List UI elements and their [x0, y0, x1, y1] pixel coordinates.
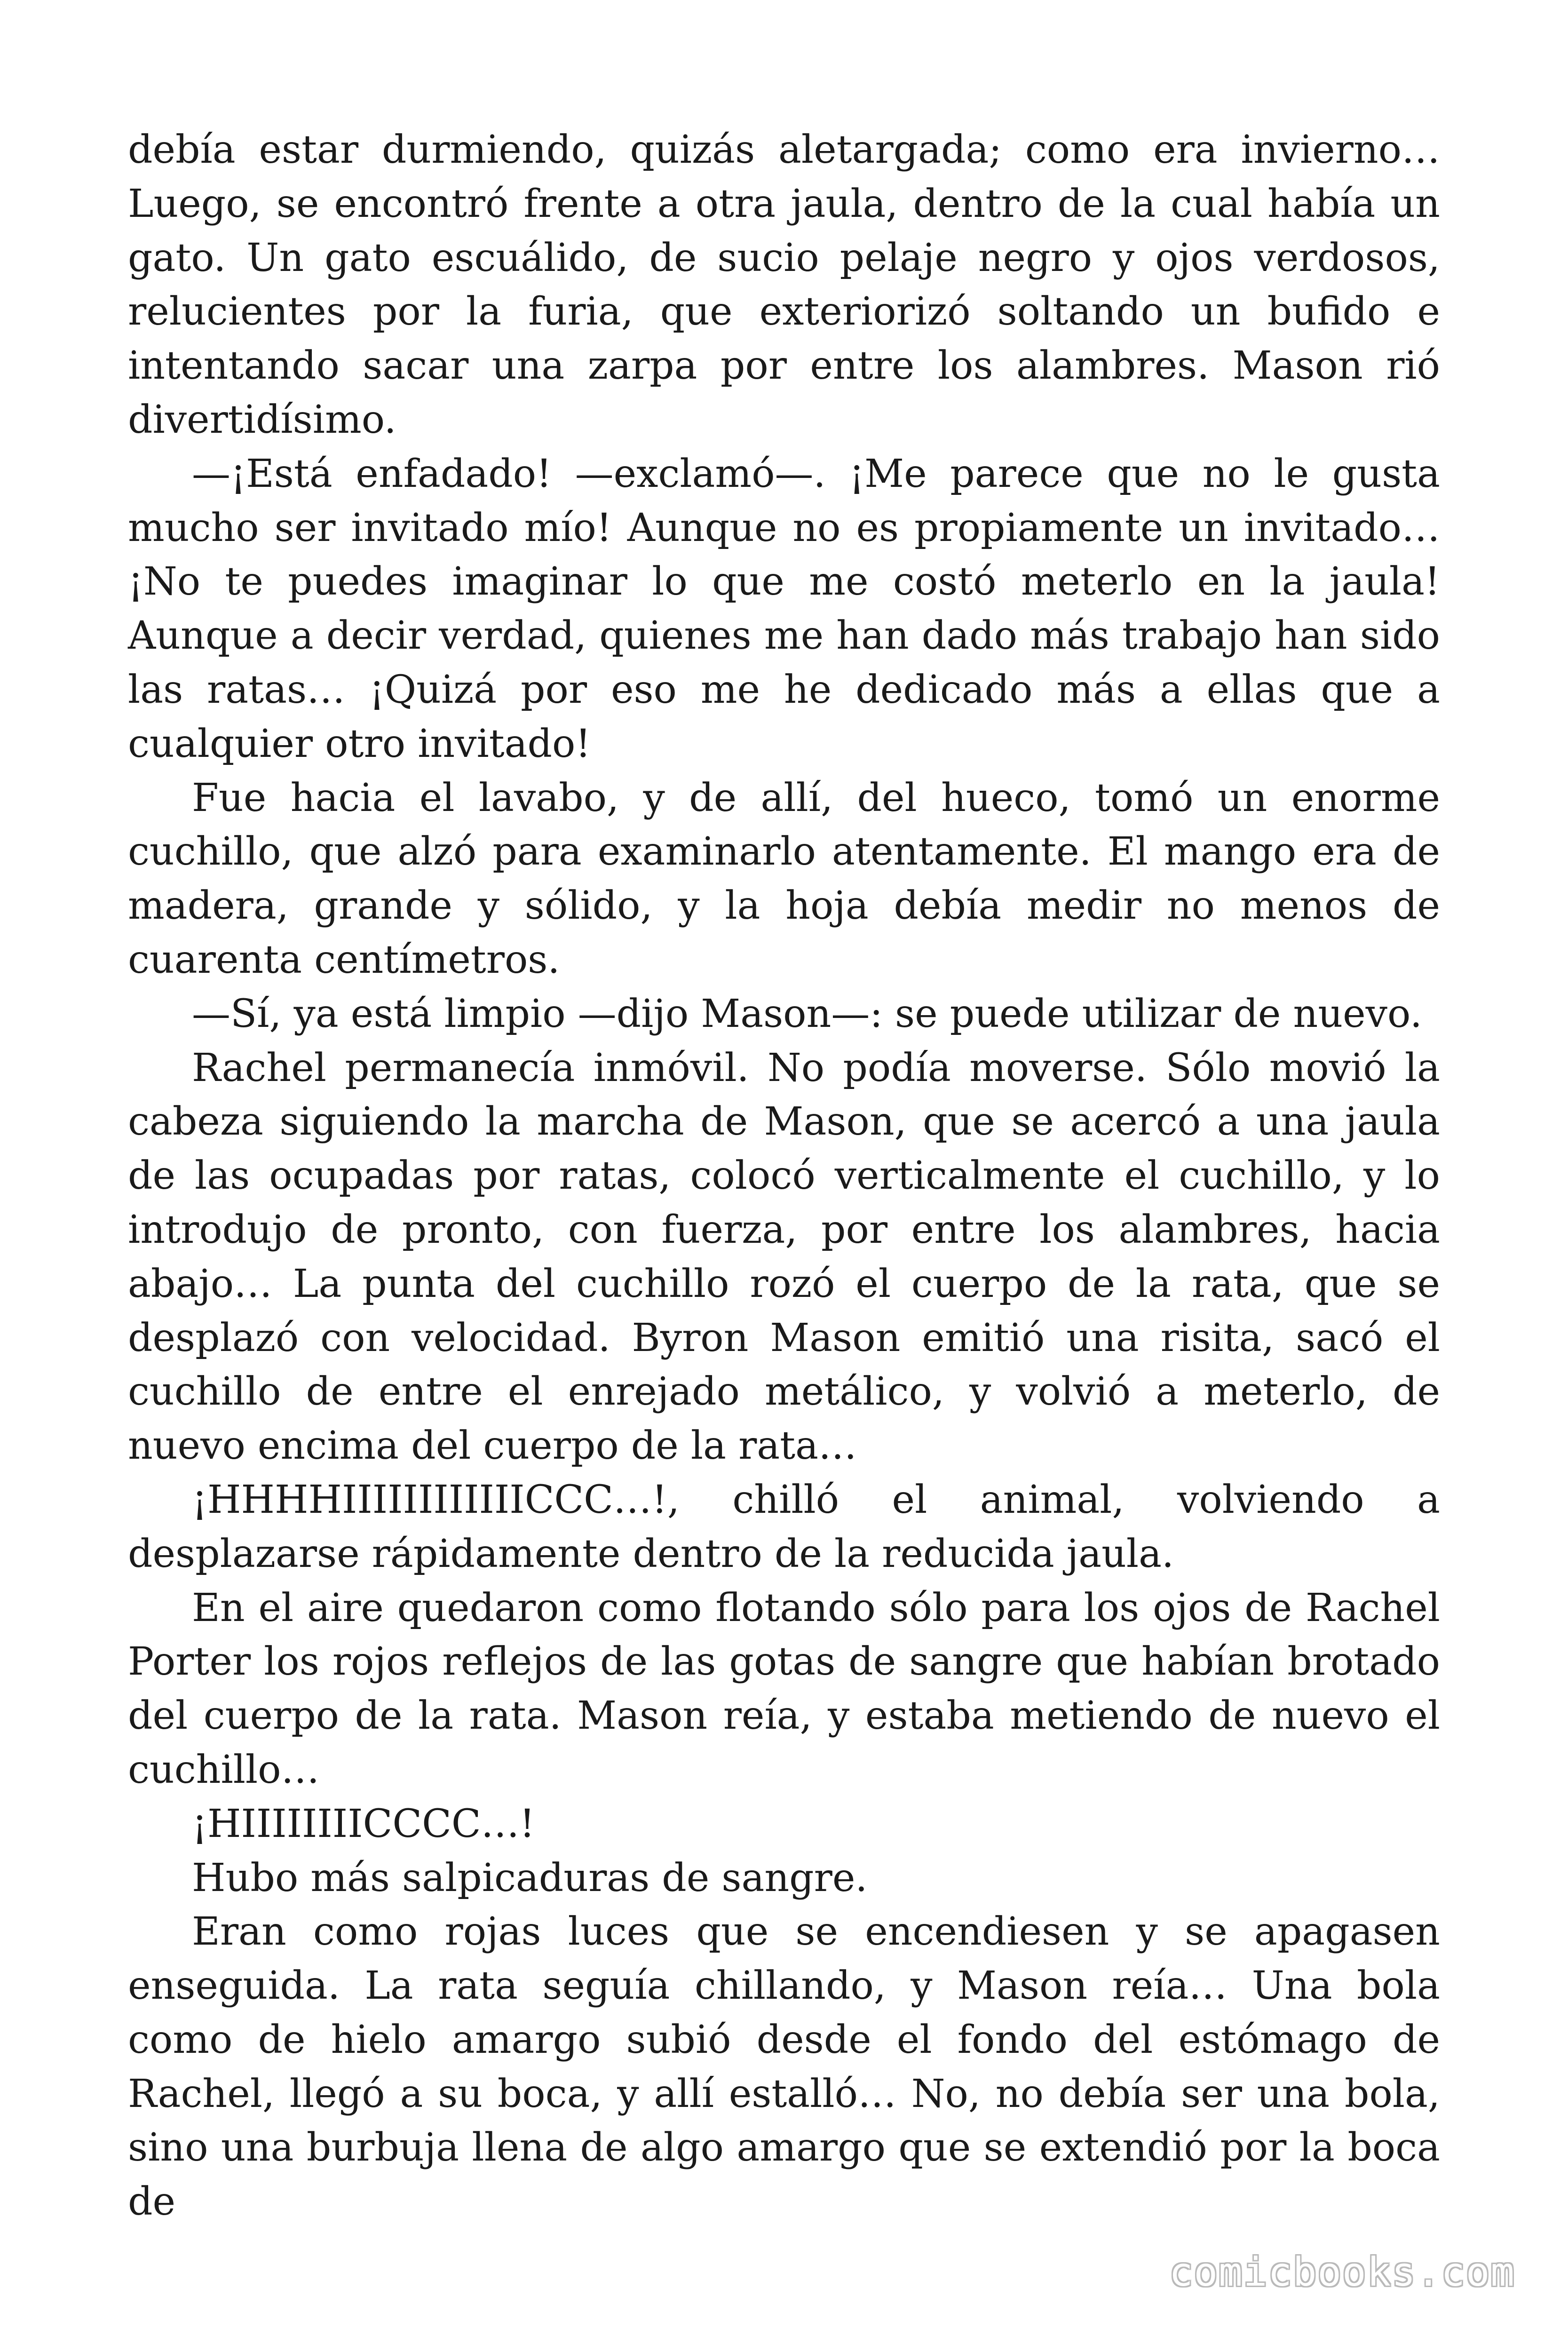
- paragraph-4: —Sí, ya está limpio —dijo Mason—: se puede utilizar de nuevo.: [192, 991, 1422, 1036]
- paragraph-5: Rachel permanecía inmóvil. No podía moverse. Sólo movió la cabeza siguiendo la marcha de Mason, que se acercó a una jaula de las ocupadas por ratas, colocó verticalmente el cuchillo, y lo introdujo de pronto, con fuerza, por entre los alambres, hacia abajo… La punta del cuchillo rozó el cuerpo de la rata, que se desplazó con velocidad. Byron Mason emitió una risita, sacó el cuchillo de entre el enrejado metálico, y volvió a meterlo, de nuevo encima del cuerpo de la rata…: [128, 1045, 1440, 1469]
- paragraph-6: ¡HHHHIIIIIIIIIIIICCC…!, chilló el animal, volviendo a desplazarse rápidamente dentro de la reducida jaula.: [128, 1477, 1440, 1576]
- body-text: [128, 123, 1440, 2229]
- watermark-text: comicbooks.com: [1169, 2249, 1515, 2295]
- paragraph-9: Hubo más salpicaduras de sangre.: [192, 1855, 868, 1900]
- paragraph-8: ¡HIIIIIIIICCCC…!: [192, 1801, 535, 1846]
- paragraph-7: En el aire quedaron como flotando sólo para los ojos de Rachel Porter los rojos reflejos de las gotas de sangre que habían brotado del cuerpo de la rata. Mason reía, y estaba metiendo de nuevo el cuchillo…: [128, 1585, 1440, 1792]
- paragraph-10: Eran como rojas luces que se encendiesen y se apagasen enseguida. La rata seguía chillando, y Mason reía… Una bola como de hielo amargo subió desde el fondo del estómago de Rachel, llegó a su boca, y allí estalló… No, no debía ser una bola, sino una burbuja llena de algo amargo que se extendió por la boca de: [128, 1909, 1440, 2225]
- paragraph-2: —¡Está enfadado! —exclamó—. ¡Me parece que no le gusta mucho ser invitado mío! Aunque no es propiamente un invitado… ¡No te puedes imaginar lo que me costó meterlo en la jaula! Aunque a decir verdad, quienes me han dado más trabajo han sido las ratas… ¡Quizá por eso me he dedicado más a ellas que a cualquier otro invitado!: [128, 451, 1440, 766]
- paragraph-3: Fue hacia el lavabo, y de allí, del hueco, tomó un enorme cuchillo, que alzó para examinarlo atentamente. El mango era de madera, grande y sólido, y la hoja debía medir no menos de cuarenta centímetros.: [128, 775, 1440, 982]
- paragraph-1: debía estar durmiendo, quizás aletargada; como era invierno… Luego, se encontró frente a otra jaula, dentro de la cual había un gato. Un gato escuálido, de sucio pelaje negro y ojos verdosos, relucientes por la furia, que exteriorizó soltando un bufido e intentando sacar una zarpa por entre los alambres. Mason rió divertidísimo.: [128, 127, 1440, 442]
